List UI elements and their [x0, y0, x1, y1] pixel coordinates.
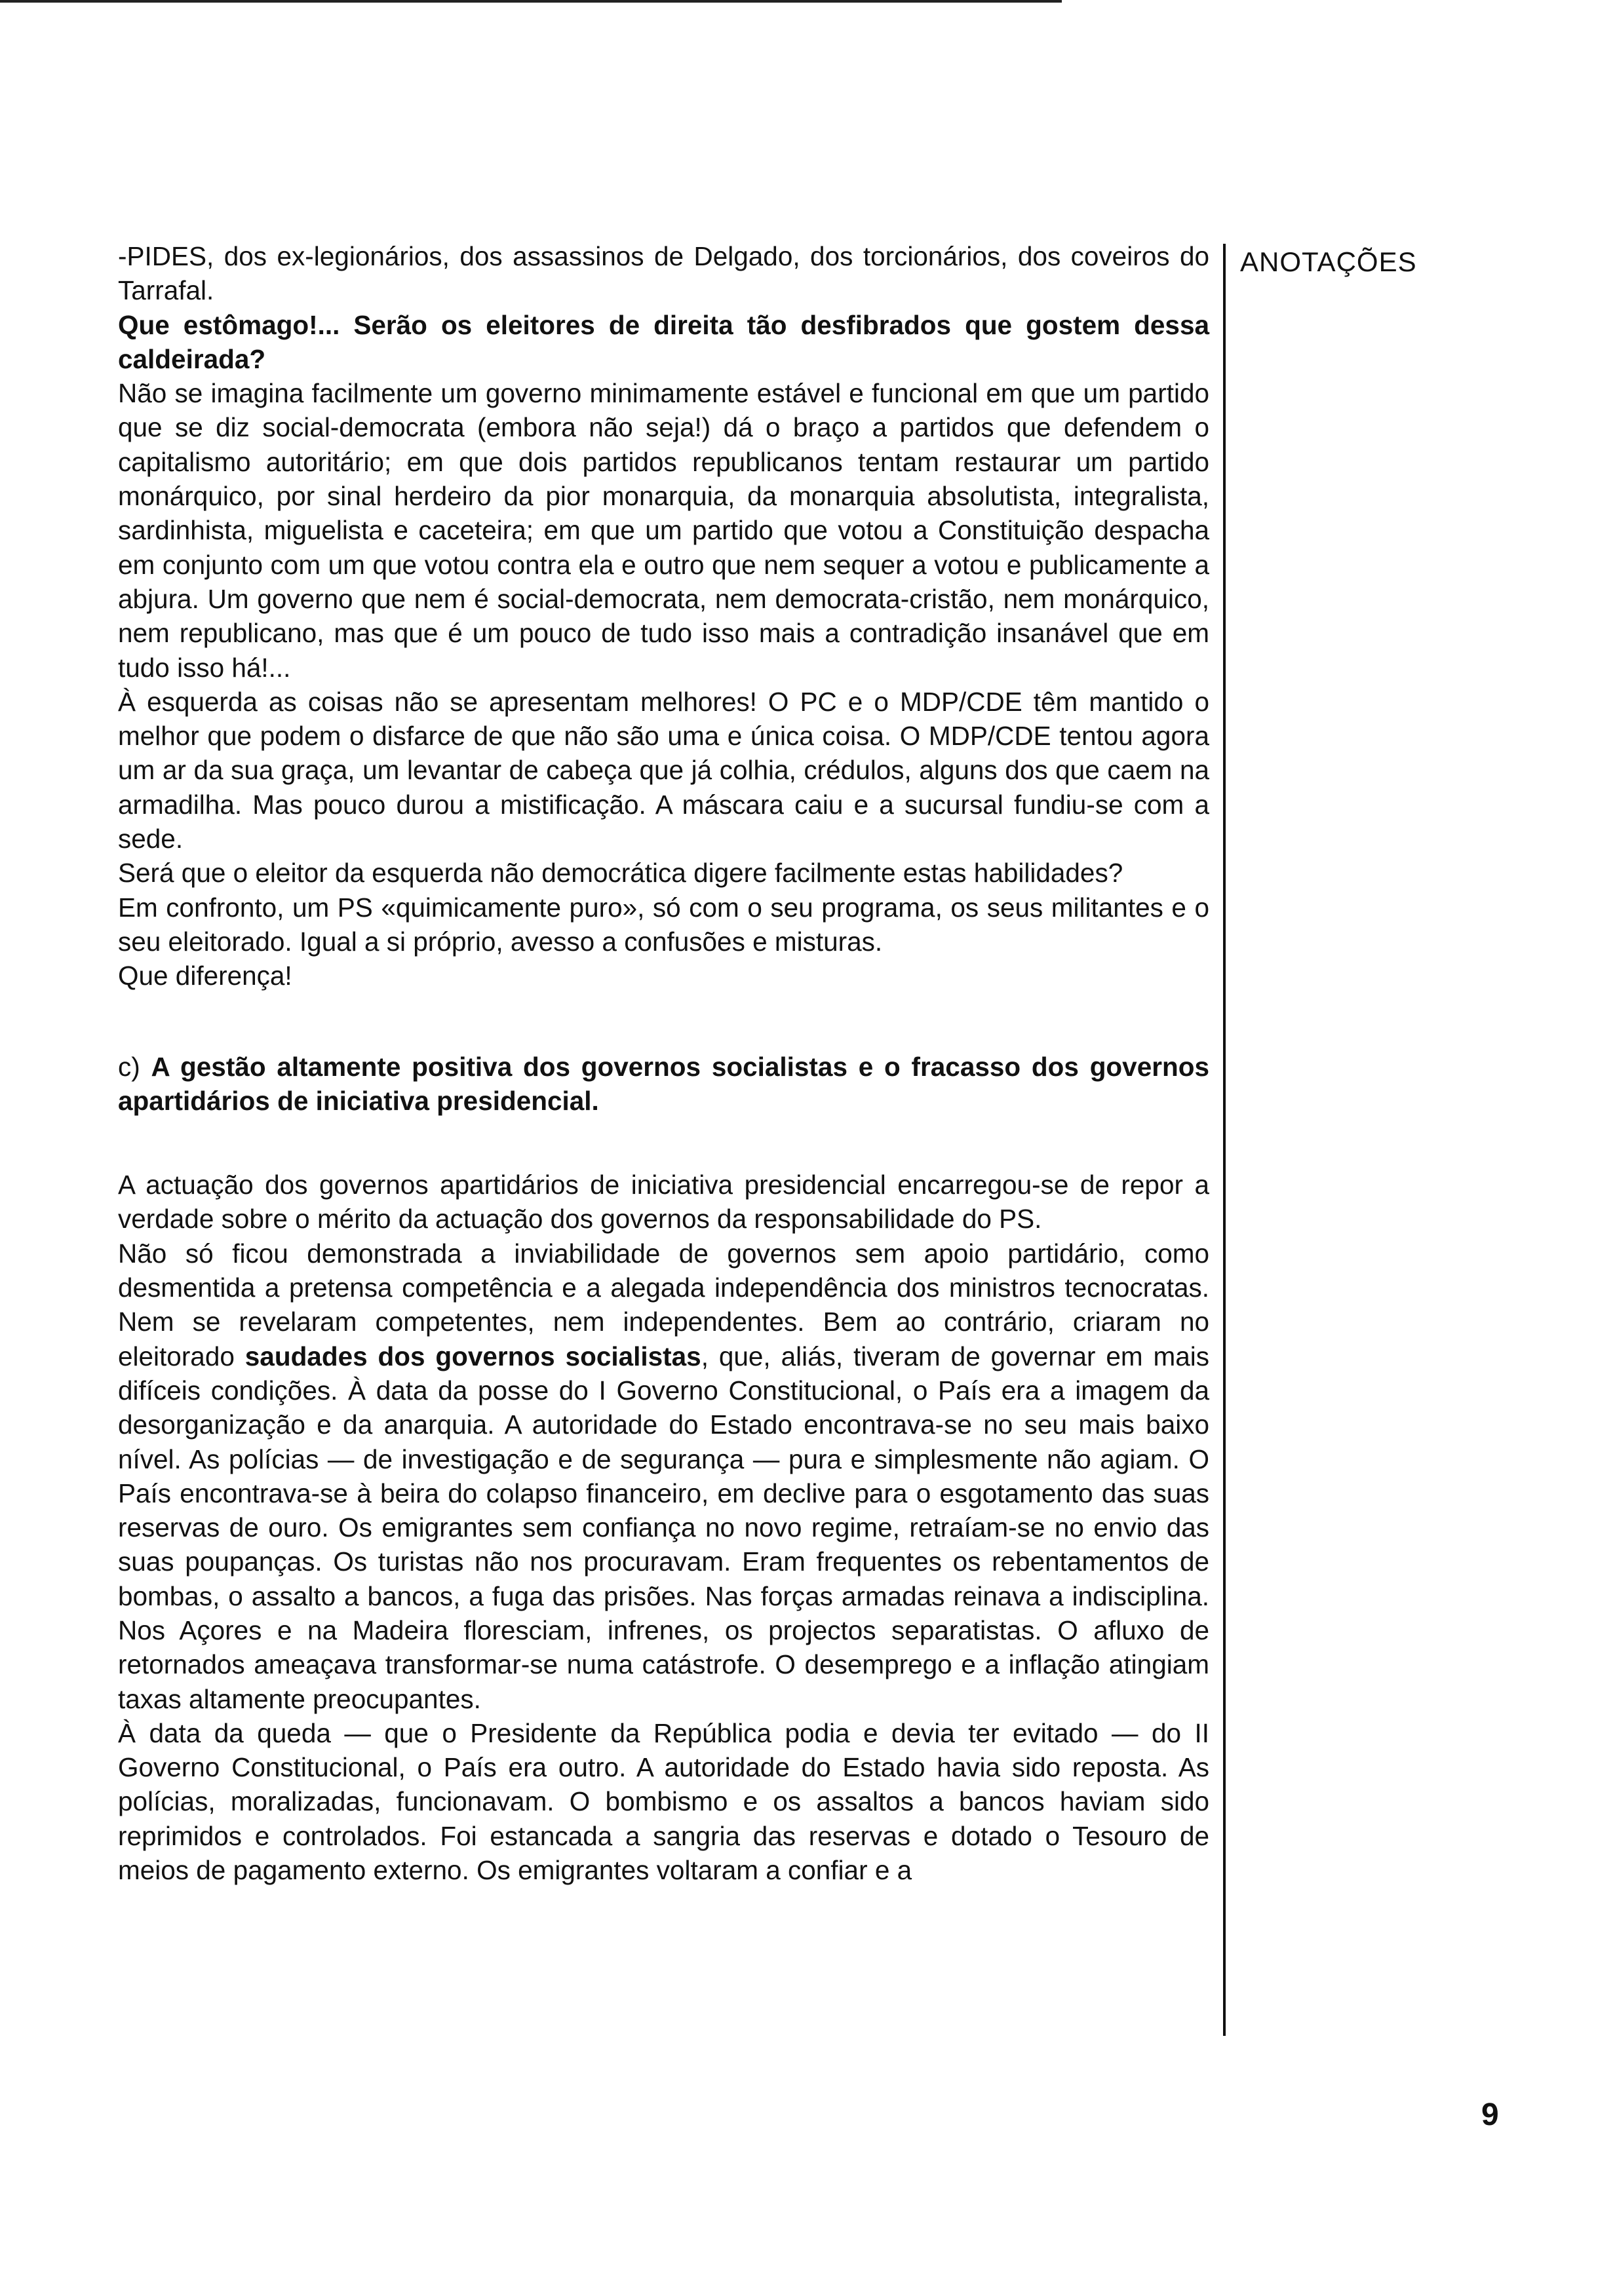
- paragraph-2-bold: Que estômago!... Serão os eleitores de direita tão desfibrados que gostem dessa caldeirada?: [118, 309, 1209, 374]
- page-number: 9: [1481, 2097, 1499, 2132]
- paragraph-9-end: , que, aliás, tiveram de governar em mais difíceis condições. À data da posse do I Governo Constitucional, o País era a imagem da desorganização e da anarquia. A autoridade do Estado encontrava-se no seu mais baixo nível. As polícias — de investigação e de segurança — pura e simplesmente não agiam. O País encontrava-se à beira do colapso financeiro, em declive para o esgotamento das suas reservas de ouro. Os emigrantes sem confiança no novo regime, retraíam-se no envio das suas poupanças. Os turistas não nos procuravam. Eram frequentes os rebentamentos de bombas, o assalto a bancos, a fuga das prisões. Nas forças armadas reinava a indisciplina. Nos Açores e na Madeira floresciam, infrenes, os projectos separatistas. O afluxo de retornados ameaçava transformar-se numa catástrofe. O desemprego e a inflação atingiam taxas altamente preocupantes.: [118, 1341, 1210, 1714]
- annotations-label: ANOTAÇÕES: [1240, 246, 1417, 277]
- paragraph-8: A actuação dos governos apartidários de iniciativa presidencial encarregou-se de repor a verdade sobre o mérito da actuação dos governos da responsabilidade do PS.: [118, 1170, 1209, 1234]
- paragraph-1: -PIDES, dos ex-legionários, dos assassinos de Delgado, dos torcionários, dos coveiros do Tarrafal.: [118, 241, 1209, 306]
- top-border-line: [0, 0, 1062, 3]
- paragraph-9-emphasis: saudades dos governos socialistas: [244, 1341, 701, 1371]
- main-text-column: [118, 239, 1209, 1887]
- paragraph-10: À data da queda — que o Presidente da República podia e devia ter evitado — do II Governo Constitucional, o País era outro. A autoridade do Estado havia sido reposta. As polícias, moralizadas, funcionavam. O bombismo e os assaltos a bancos haviam sido reprimidos e controlados. Foi estancada a sangria das reservas e dotado o Tesouro de meios de pagamento externo. Os emigrantes voltaram a confiar e a: [118, 1717, 1209, 1886]
- section-heading: [118, 1050, 1209, 1119]
- section-heading-title: A gestão altamente positiva dos governos socialistas e o fracasso dos governos apartidários de iniciativa presidencial.: [118, 1051, 1209, 1116]
- section-heading-prefix: c): [118, 1051, 151, 1082]
- paragraph-4: À esquerda as coisas não se apresentam melhores! O PC e o MDP/CDE têm mantido o melhor que podem o disfarce de que não são uma e única coisa. O MDP/CDE tentou agora um ar da sua graça, um levantar de cabeça que já colhia, crédulos, alguns dos que caem na armadilha. Mas pouco durou a mistificação. A máscara caiu e a sucursal fundiu-se com a sede.: [118, 686, 1209, 854]
- paragraph-6: Em confronto, um PS «quimicamente puro», só com o seu programa, os seus militantes e o seu eleitorado. Igual a si próprio, avesso a confusões e misturas.: [118, 892, 1209, 957]
- margin-divider-line: [1223, 244, 1226, 2036]
- paragraph-3: Não se imagina facilmente um governo minimamente estável e funcional em que um partido que se diz social-democrata (embora não seja!) dá o braço a partidos que defendem o capitalismo autoritário; em que dois partidos republicanos tentam restaurar um partido monárquico, por sinal herdeiro da pior monarquia, da monarquia absolutista, integralista, sardinhista, miguelista e caceteira; em que um partido que votou a Constituição despacha em conjunto com um que votou contra ela e outro que nem sequer a votou e publicamente a abjura. Um governo que nem é social-democrata, nem democrata-cristão, nem monárquico, nem republicano, mas que é um pouco de tudo isso mais a contradição insanável que em tudo isso há!...: [118, 378, 1209, 683]
- paragraph-7: Que diferença!: [118, 961, 292, 991]
- paragraph-5: Será que o eleitor da esquerda não democrática digere facilmente estas habilidades?: [118, 858, 1123, 889]
- paragraph-9: [118, 1236, 1209, 1716]
- paragraph-9-start: Não só ficou demonstrada a inviabilidade de governos sem apoio partidário, como desmentida a pretensa competência e a alegada independência dos ministros tecnocratas. Nem se revelaram competentes, nem independentes. Bem ao contrário, criaram no eleitorado: [118, 1238, 1209, 1371]
